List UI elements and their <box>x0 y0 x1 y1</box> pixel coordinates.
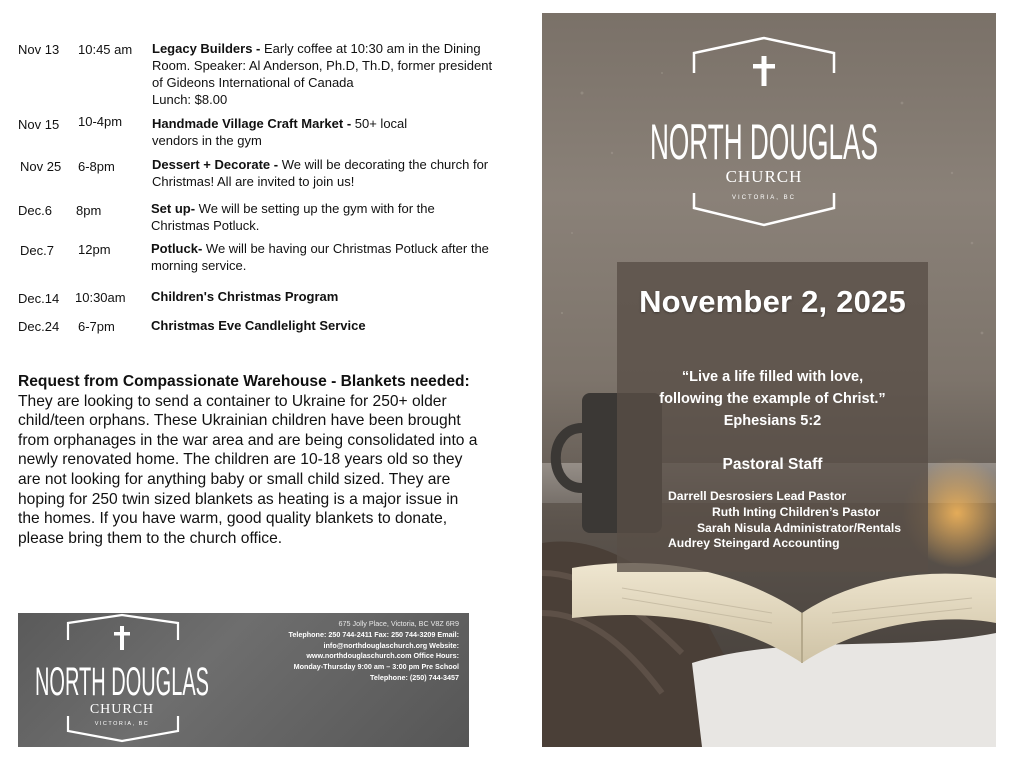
event-row <box>18 40 498 110</box>
event-row <box>18 317 498 337</box>
event-row <box>18 200 498 236</box>
event-description <box>151 240 491 274</box>
event-title: Christmas Eve Candlelight Service <box>151 318 366 333</box>
event-description <box>152 156 497 190</box>
event-date: Nov 25 <box>20 159 62 174</box>
event-title: Potluck- <box>151 241 203 256</box>
staff-member: Sarah Nisula Administrator/Rentals <box>697 521 902 535</box>
event-time: 12pm <box>78 242 111 257</box>
cover-photo <box>542 13 996 747</box>
cover-logo <box>650 38 878 225</box>
blanket-request <box>18 372 484 548</box>
event-title: Children's Christmas Program <box>151 289 339 304</box>
staff-member: Darrell Desrosiers Lead Pastor <box>668 489 847 503</box>
event-date: Dec.24 <box>18 319 60 334</box>
event-time: 6-7pm <box>78 319 115 334</box>
event-row <box>18 288 498 308</box>
verse-reference: Ephesians 5:2 <box>723 413 822 429</box>
event-description <box>151 288 496 305</box>
contact-line: info@northdouglaschurch.org Website: <box>323 640 459 650</box>
request-title: Request from Compassionate Warehouse - Blankets needed: <box>18 373 470 390</box>
contact-line: Telephone: 250 744-2411 Fax: 250 744-3209 Email: <box>288 629 459 639</box>
event-time: 10-4pm <box>78 114 123 129</box>
contact-info <box>259 619 459 684</box>
event-description <box>151 200 481 234</box>
event-title: Set up- <box>151 201 196 216</box>
event-time: 10:45 am <box>78 42 133 57</box>
event-text: We will be having our Christmas Potluck after the morning service. <box>151 241 489 273</box>
event-text: We will be setting up the gym with for the Christmas Potluck. <box>151 201 435 233</box>
event-row <box>18 156 498 192</box>
church-address: 675 Jolly Place, Victoria, BC V8Z 6R9 <box>338 619 459 628</box>
event-row <box>18 114 498 150</box>
event-title: Handmade Village Craft Market - <box>152 116 352 131</box>
contact-line: Monday-Thursday 9:00 am – 3:00 pm Pre School <box>293 662 459 672</box>
service-date: November 2, 2025 <box>639 284 906 319</box>
cover-logo-subtitle: CHURCH <box>725 167 803 186</box>
verse-line: “Live a life filled with love, <box>681 369 864 385</box>
event-date: Nov 15 <box>18 117 60 132</box>
event-row <box>18 240 498 276</box>
logo-place: VICTORIA, BC <box>94 721 150 727</box>
event-description <box>151 317 496 334</box>
cover-logo-name: NORTH DOUGLAS <box>650 114 878 170</box>
cover-info-box <box>617 262 928 572</box>
logo-name: NORTH DOUGLAS <box>35 660 209 704</box>
staff-member: Ruth Inting Children’s Pastor <box>712 505 881 519</box>
event-date: Dec.6 <box>18 203 52 218</box>
contact-footer <box>18 613 469 747</box>
verse-line: following the example of Christ.” <box>659 391 886 407</box>
cross-icon <box>114 626 130 650</box>
cross-icon <box>753 56 775 86</box>
event-text: 50+ local vendors in the gym <box>152 116 408 148</box>
event-time: 10:30am <box>75 290 126 305</box>
event-title: Dessert + Decorate - <box>152 157 279 172</box>
event-title: Legacy Builders - <box>152 41 261 56</box>
event-time: 8pm <box>76 203 102 218</box>
event-description <box>152 40 497 108</box>
event-description <box>152 115 432 149</box>
event-date: Dec.14 <box>18 291 60 306</box>
event-text: We will be decorating the church for Christmas! All are invited to join us! <box>152 157 489 189</box>
staff-heading: Pastoral Staff <box>722 456 823 473</box>
contact-line: www.northdouglaschurch.com Office Hours: <box>306 651 459 661</box>
logo-subtitle: CHURCH <box>89 702 155 717</box>
contact-line: Telephone: (250) 744-3457 <box>370 672 459 682</box>
scripture-verse <box>617 366 928 432</box>
staff-member: Audrey Steingard Accounting <box>668 536 840 550</box>
request-body: They are looking to send a container to Ukraine for 250+ older child/teen orphans. These Ukrainian children have been brought from orphanages in the war area and are being consolidated into a newly renovated home. The children are 10-18 years old so they are not looking for anything baby or small child sized. They are hoping for 250 twin sized blankets as heating is a major issue in the homes. If you have warm, good quality blankets to donate, please bring them to the church office. <box>18 392 478 547</box>
cover-logo-place: VICTORIA, BC <box>732 195 796 201</box>
event-date: Nov 13 <box>18 42 60 57</box>
event-extra: Lunch: $8.00 <box>152 92 228 107</box>
event-time: 6-8pm <box>78 159 115 174</box>
event-date: Dec.7 <box>20 243 54 258</box>
event-text: Early coffee at 10:30 am in the Dining Room. Speaker: Al Anderson, Ph.D, Th.D, former president of Gideons International of Canada <box>152 41 493 90</box>
church-logo <box>18 613 248 747</box>
